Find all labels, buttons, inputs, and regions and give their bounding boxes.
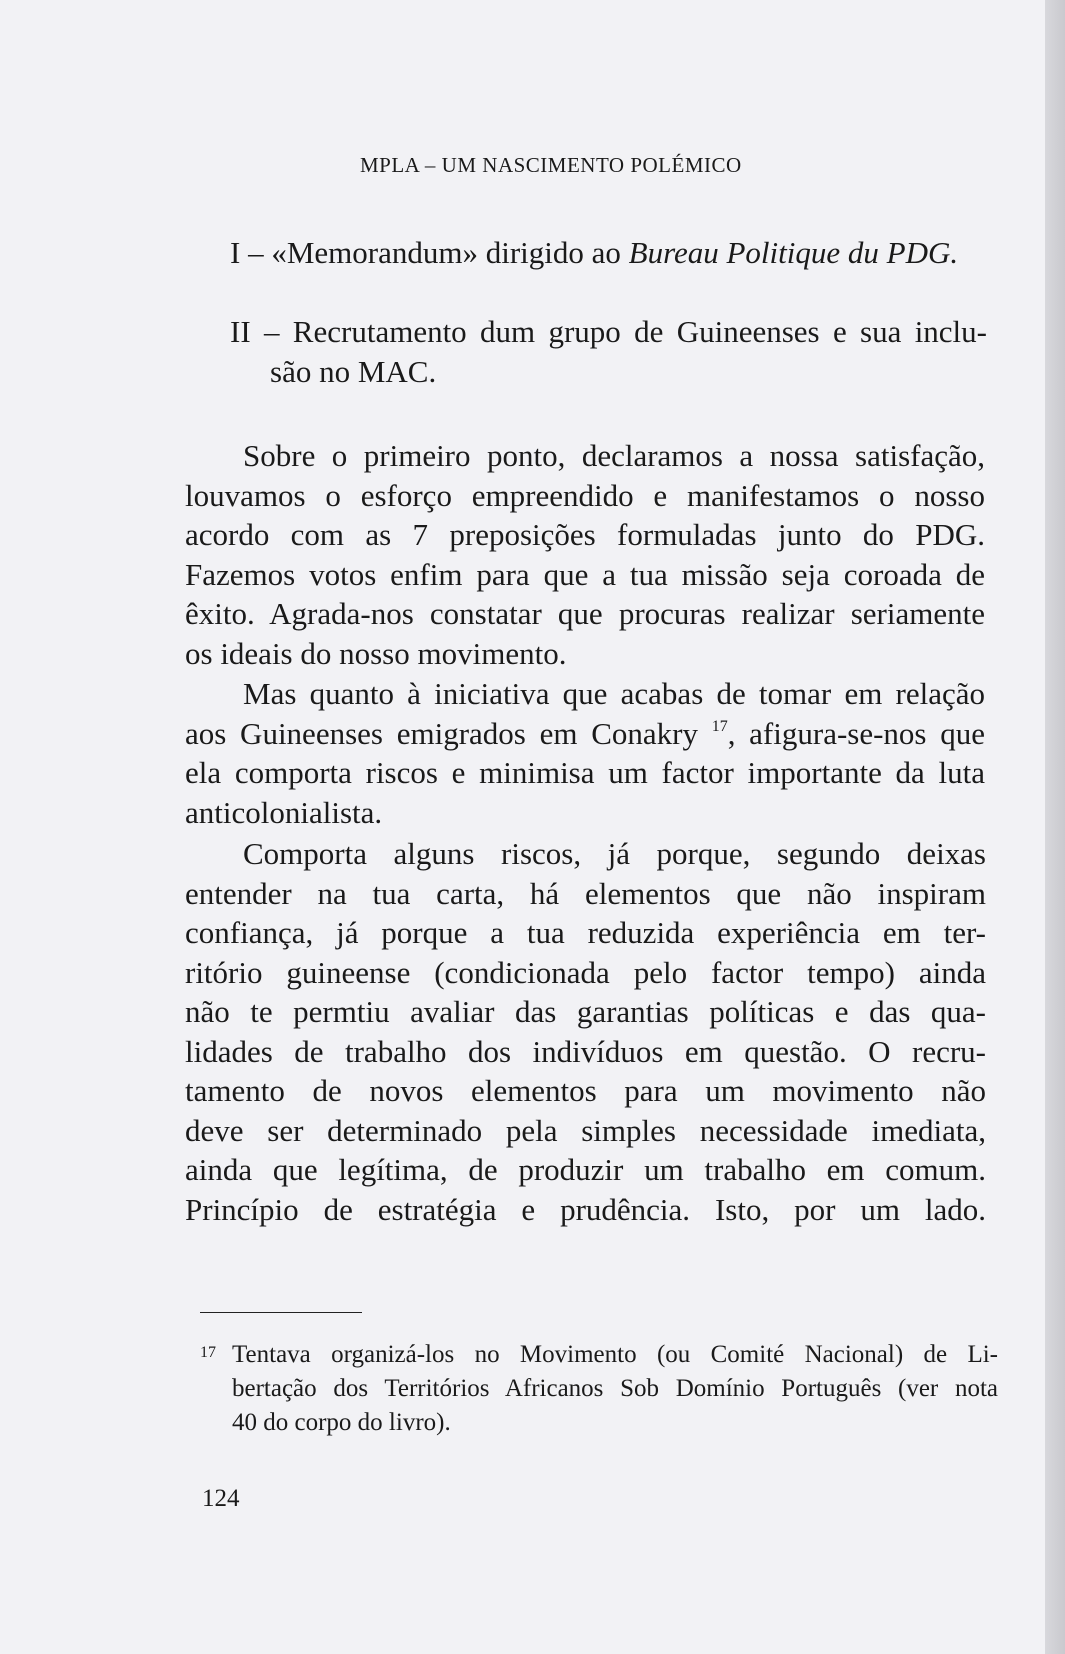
paragraph-line: anticolonialista. — [185, 794, 383, 830]
paragraph-line: Sobre o primeiro ponto, declaramos a nossa satisfação, — [243, 438, 985, 473]
paragraph-line: não te permtiu avaliar das garantias políticas e das qua- — [185, 994, 986, 1029]
paragraph-line: Comporta alguns riscos, já porque, segundo deixas — [243, 836, 986, 871]
list-item-recrutamento — [230, 312, 987, 391]
paragraph-line: ainda que legítima, de produzir um trabalho em comum. — [185, 1152, 986, 1187]
paragraph-line-with-footnote-ref — [185, 714, 985, 754]
paragraph-line: ela comporta riscos e minimisa um factor importante da luta — [185, 755, 985, 790]
list-item-italic-title: Bureau Politique du PDG. — [628, 235, 959, 270]
footnote-line: bertação dos Territórios Africanos Sob Domínio Português (ver nota — [232, 1375, 998, 1402]
paragraph-satisfacao — [185, 436, 985, 673]
paragraph-iniciativa — [185, 674, 985, 832]
footnote — [200, 1338, 998, 1440]
list-item-text: I – «Memorandum» dirigido ao — [230, 235, 629, 270]
page-edge — [1045, 0, 1065, 1654]
list-item-line: II – Recrutamento dum grupo de Guineenses e sua inclu- — [230, 314, 987, 349]
paragraph-text: , afigura-se-nos que — [727, 715, 985, 751]
footnote-number: 17 — [200, 1344, 216, 1361]
paragraph-line: acordo com as 7 preposições formuladas junto do PDG. — [185, 517, 985, 552]
paragraph-line: confiança, já porque a tua reduzida experiência em ter- — [185, 915, 986, 950]
paragraph-line: lidades de trabalho dos indivíduos em questão. O recru- — [185, 1033, 986, 1069]
paragraph-riscos — [185, 834, 986, 1229]
paragraph-line: Princípio de estratégia e prudência. Isto, por um lado. — [185, 1191, 986, 1227]
footnote-line: Tentava organizá-los no Movimento (ou Comité Nacional) de Li- — [232, 1341, 998, 1368]
paragraph-line: tamento de novos elementos para um movimento não — [185, 1073, 986, 1108]
paragraph-line: deve ser determinado pela simples necessidade imediata, — [185, 1112, 986, 1148]
paragraph-line: Mas quanto à iniciativa que acabas de tomar em relação — [243, 676, 985, 711]
paragraph-line: Fazemos votos enfim para que a tua missão seja coroada de — [185, 556, 985, 592]
footnote-divider — [200, 1312, 362, 1313]
running-head: MPLA – UM NASCIMENTO POLÉMICO — [360, 153, 742, 177]
paragraph-text: aos Guineenses emigrados em Conakry — [185, 715, 712, 751]
paragraph-line: entender na tua carta, há elementos que não inspiram — [185, 875, 986, 911]
footnote-line: 40 do corpo do livro). — [232, 1409, 451, 1436]
paragraph-line: êxito. Agrada-nos constatar que procuras realizar seriamente — [185, 596, 985, 631]
list-item-line: são no MAC. — [270, 353, 437, 389]
paragraph-line: ritório guineense (condicionada pelo factor tempo) ainda — [185, 954, 986, 990]
page-number: 124 — [202, 1485, 240, 1512]
paragraph-line: louvamos o esforço empreendido e manifestamos o nosso — [185, 477, 985, 513]
paragraph-line: os ideais do nosso movimento. — [185, 635, 567, 671]
footnote-reference: 17 — [711, 717, 728, 735]
list-item-memorandum — [230, 233, 958, 273]
